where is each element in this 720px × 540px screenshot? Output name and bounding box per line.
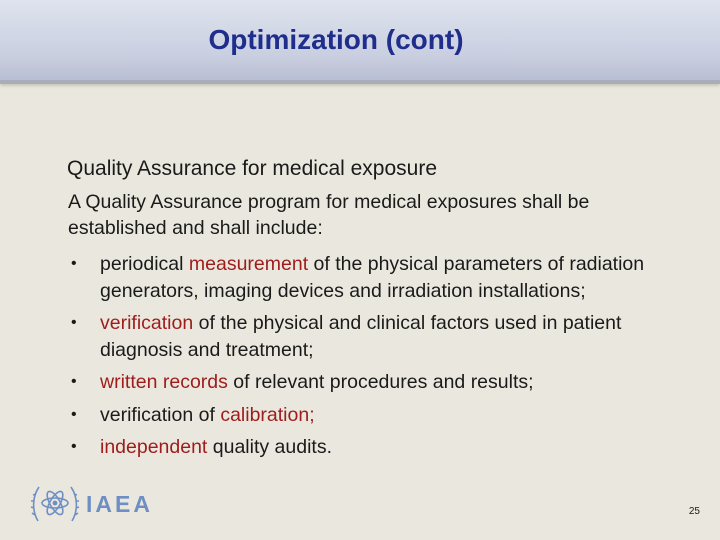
bullet-item [66, 369, 646, 396]
bullet-marker: • [71, 314, 77, 331]
logo-text: IAEA [86, 490, 153, 517]
slide-subtitle: Quality Assurance for medical exposure [67, 157, 438, 180]
iaea-logo [30, 481, 153, 527]
bullet-text: periodical [100, 253, 189, 275]
bullet-highlight: verification [100, 312, 194, 334]
bullet-text: of relevant procedures and results; [227, 371, 534, 393]
bullet-marker: • [71, 373, 77, 390]
bullet-item [66, 402, 646, 429]
bullet-highlight: measurement [188, 253, 309, 275]
bullet-list [66, 251, 646, 467]
bullet-text: of the physical and clinical factors used in patient diagnosis and treatment; [100, 312, 622, 361]
bullet-text: quality audits. [207, 436, 333, 458]
bullet-text: of the physical parameters of radiation generators, imaging devices and irradiation installations; [100, 253, 645, 302]
page-number: 25 [688, 506, 700, 517]
title-banner [0, 0, 720, 84]
intro-paragraph: A Quality Assurance program for medical exposures shall be established and shall include: [68, 191, 590, 239]
bullet-marker: • [71, 438, 77, 455]
bullet-item [66, 434, 646, 461]
slide-title: Optimization (cont) [208, 24, 464, 55]
bullet-item [66, 310, 646, 363]
bullet-item [66, 251, 646, 304]
bullet-highlight: calibration; [220, 403, 315, 426]
atom-emblem-icon [30, 481, 80, 527]
bullet-marker: • [71, 255, 77, 272]
bullet-highlight: independent [100, 436, 208, 458]
bullet-text: verification of [100, 403, 221, 426]
bullet-highlight: written records [100, 371, 228, 393]
bullet-marker: • [71, 405, 77, 423]
